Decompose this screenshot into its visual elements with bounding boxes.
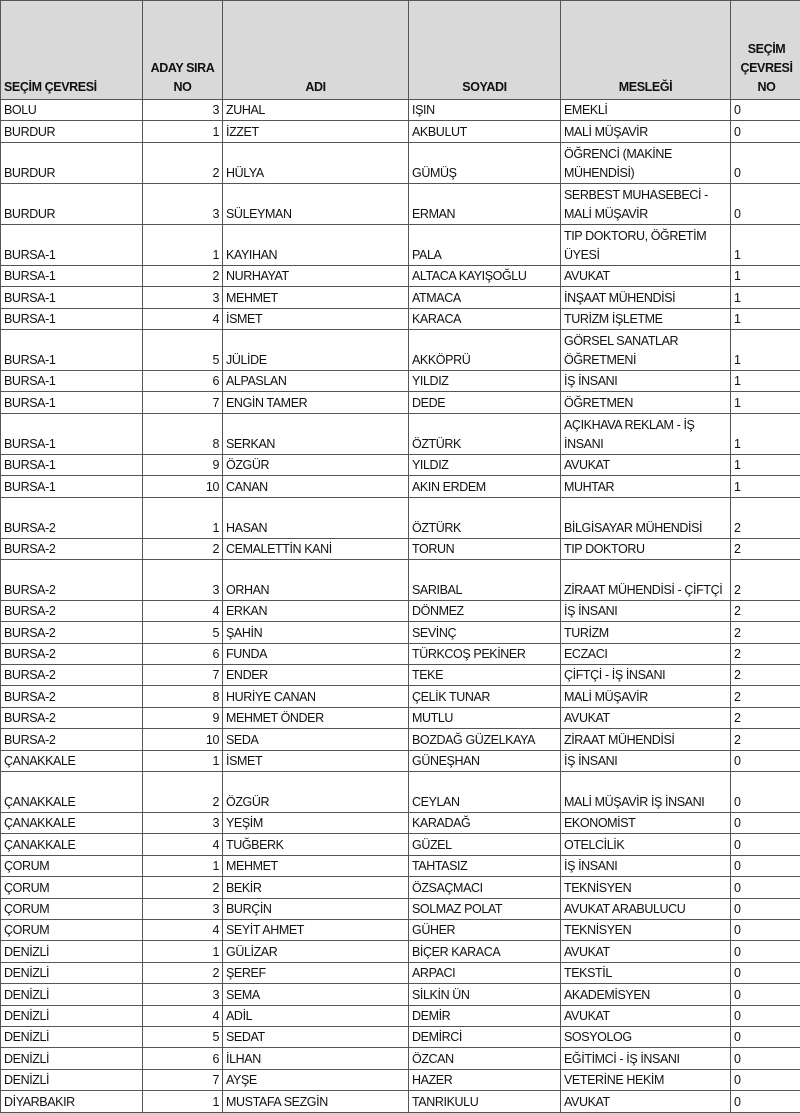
table-row [1, 265, 800, 286]
cell-adi[interactable]: SEMA [223, 984, 409, 1005]
cell-meslegi[interactable]: ZİRAAT MÜHENDİSİ - ÇİFTÇİ [561, 559, 731, 600]
cell-aday-sira-no[interactable]: 3 [143, 287, 223, 308]
cell-secim-cevresi-no[interactable]: 0 [731, 142, 800, 183]
cell-meslegi[interactable]: TEKNİSYEN [561, 919, 731, 940]
cell-secim-cevresi-no[interactable]: 0 [731, 1005, 800, 1026]
cell-adi[interactable]: CEMALETTİN KANİ [223, 538, 409, 559]
cell-soyadi[interactable]: SOLMAZ POLAT [409, 898, 561, 919]
table-row [1, 538, 800, 559]
cell-soyadi[interactable]: AKKÖPRÜ [409, 329, 561, 370]
table-row [1, 1005, 800, 1026]
table-row [1, 919, 800, 940]
table-row [1, 413, 800, 454]
cell-meslegi[interactable]: AVUKAT ARABULUCU [561, 898, 731, 919]
cell-secim-cevresi-no[interactable]: 0 [731, 834, 800, 855]
cell-adi[interactable]: NURHAYAT [223, 265, 409, 286]
cell-adi[interactable]: GÜLİZAR [223, 941, 409, 962]
cell-meslegi[interactable]: ÖĞRENCİ (MAKİNE MÜHENDİSİ) [561, 142, 731, 183]
cell-adi[interactable]: İLHAN [223, 1048, 409, 1069]
cell-soyadi[interactable]: BİÇER KARACA [409, 941, 561, 962]
cell-secim-cevresi-no[interactable]: 2 [731, 729, 800, 750]
cell-soyadi[interactable]: ALTACA KAYIŞOĞLU [409, 265, 561, 286]
cell-secim-cevresi[interactable]: DENİZLİ [1, 1069, 143, 1090]
cell-soyadi[interactable]: PALA [409, 224, 561, 265]
cell-aday-sira-no[interactable]: 8 [143, 413, 223, 454]
cell-secim-cevresi-no[interactable]: 2 [731, 686, 800, 707]
header-row [1, 1, 800, 100]
cell-aday-sira-no[interactable]: 6 [143, 643, 223, 664]
cell-aday-sira-no[interactable]: 4 [143, 308, 223, 329]
cell-adi[interactable]: MEHMET ÖNDER [223, 707, 409, 728]
cell-secim-cevresi-no[interactable]: 0 [731, 898, 800, 919]
cell-secim-cevresi[interactable]: BURSA-1 [1, 413, 143, 454]
cell-soyadi[interactable]: KARADAĞ [409, 813, 561, 834]
cell-soyadi[interactable]: TANRIKULU [409, 1091, 561, 1112]
cell-adi[interactable]: SÜLEYMAN [223, 183, 409, 224]
table-row [1, 643, 800, 664]
cell-aday-sira-no[interactable]: 3 [143, 984, 223, 1005]
cell-secim-cevresi-no[interactable]: 1 [731, 370, 800, 391]
cell-secim-cevresi-no[interactable]: 1 [731, 476, 800, 497]
cell-meslegi[interactable]: EMEKLİ [561, 100, 731, 121]
cell-secim-cevresi[interactable]: BURSA-1 [1, 392, 143, 413]
cell-aday-sira-no[interactable]: 2 [143, 142, 223, 183]
cell-meslegi[interactable]: AVUKAT [561, 941, 731, 962]
cell-aday-sira-no[interactable]: 1 [143, 224, 223, 265]
cell-meslegi[interactable]: EKONOMİST [561, 813, 731, 834]
cell-adi[interactable]: SEDAT [223, 1026, 409, 1047]
cell-aday-sira-no[interactable]: 9 [143, 454, 223, 475]
cell-adi[interactable]: ŞAHİN [223, 622, 409, 643]
header-secim-cevresi[interactable]: SEÇİM ÇEVRESİ [1, 1, 143, 100]
cell-adi[interactable]: İSMET [223, 308, 409, 329]
cell-meslegi[interactable]: MALİ MÜŞAVİR [561, 686, 731, 707]
cell-soyadi[interactable]: GÜZEL [409, 834, 561, 855]
cell-secim-cevresi-no[interactable]: 1 [731, 265, 800, 286]
cell-adi[interactable]: ERKAN [223, 600, 409, 621]
cell-meslegi[interactable]: AÇIKHAVA REKLAM - İŞ İNSANI [561, 413, 731, 454]
cell-aday-sira-no[interactable]: 2 [143, 265, 223, 286]
table-row [1, 941, 800, 962]
cell-soyadi[interactable]: SARIBAL [409, 559, 561, 600]
cell-secim-cevresi[interactable]: BURSA-2 [1, 559, 143, 600]
cell-adi[interactable]: ADİL [223, 1005, 409, 1026]
table-row [1, 834, 800, 855]
cell-aday-sira-no[interactable]: 5 [143, 1026, 223, 1047]
cell-secim-cevresi[interactable]: ÇORUM [1, 898, 143, 919]
cell-secim-cevresi-no[interactable]: 0 [731, 1091, 800, 1112]
cell-secim-cevresi[interactable]: ÇORUM [1, 877, 143, 898]
cell-meslegi[interactable]: SOSYOLOG [561, 1026, 731, 1047]
cell-aday-sira-no[interactable]: 6 [143, 1048, 223, 1069]
cell-meslegi[interactable]: AKADEMİSYEN [561, 984, 731, 1005]
cell-meslegi[interactable]: AVUKAT [561, 454, 731, 475]
cell-secim-cevresi[interactable]: BURSA-1 [1, 308, 143, 329]
cell-meslegi[interactable]: AVUKAT [561, 707, 731, 728]
cell-aday-sira-no[interactable]: 3 [143, 559, 223, 600]
cell-soyadi[interactable]: GÜMÜŞ [409, 142, 561, 183]
cell-secim-cevresi[interactable]: ÇANAKKALE [1, 834, 143, 855]
cell-secim-cevresi[interactable]: BURSA-2 [1, 497, 143, 538]
table-row [1, 1048, 800, 1069]
cell-adi[interactable]: SEYİT AHMET [223, 919, 409, 940]
cell-aday-sira-no[interactable]: 3 [143, 183, 223, 224]
header-meslegi[interactable]: MESLEĞİ [561, 1, 731, 100]
cell-secim-cevresi-no[interactable]: 2 [731, 497, 800, 538]
header-soyadi[interactable]: SOYADI [409, 1, 561, 100]
cell-adi[interactable]: BURÇİN [223, 898, 409, 919]
cell-meslegi[interactable]: OTELCİLİK [561, 834, 731, 855]
cell-soyadi[interactable]: TAHTASIZ [409, 855, 561, 876]
cell-secim-cevresi[interactable]: BURSA-1 [1, 454, 143, 475]
cell-meslegi[interactable]: TIP DOKTORU [561, 538, 731, 559]
cell-aday-sira-no[interactable]: 8 [143, 686, 223, 707]
cell-aday-sira-no[interactable]: 2 [143, 538, 223, 559]
table-row [1, 877, 800, 898]
cell-soyadi[interactable]: DEDE [409, 392, 561, 413]
cell-soyadi[interactable]: IŞIN [409, 100, 561, 121]
cell-secim-cevresi-no[interactable]: 0 [731, 100, 800, 121]
cell-adi[interactable]: MUSTAFA SEZGİN [223, 1091, 409, 1112]
table-row [1, 476, 800, 497]
cell-meslegi[interactable]: AVUKAT [561, 265, 731, 286]
cell-meslegi[interactable]: ZİRAAT MÜHENDİSİ [561, 729, 731, 750]
cell-adi[interactable]: HURİYE CANAN [223, 686, 409, 707]
cell-secim-cevresi-no[interactable]: 1 [731, 224, 800, 265]
cell-secim-cevresi-no[interactable]: 1 [731, 392, 800, 413]
table-row [1, 855, 800, 876]
cell-adi[interactable]: ÖZGÜR [223, 454, 409, 475]
cell-adi[interactable]: ALPASLAN [223, 370, 409, 391]
cell-aday-sira-no[interactable]: 10 [143, 729, 223, 750]
cell-secim-cevresi[interactable]: DENİZLİ [1, 1005, 143, 1026]
cell-meslegi[interactable]: GÖRSEL SANATLAR ÖĞRETMENİ [561, 329, 731, 370]
cell-secim-cevresi-no[interactable]: 1 [731, 454, 800, 475]
cell-secim-cevresi-no[interactable]: 0 [731, 1048, 800, 1069]
table-row [1, 142, 800, 183]
cell-meslegi[interactable]: TEKSTİL [561, 962, 731, 983]
table-row [1, 308, 800, 329]
cell-meslegi[interactable]: İŞ İNSANI [561, 370, 731, 391]
table-row [1, 898, 800, 919]
table-row [1, 559, 800, 600]
cell-secim-cevresi[interactable]: BURDUR [1, 121, 143, 142]
cell-aday-sira-no[interactable]: 1 [143, 497, 223, 538]
cell-secim-cevresi-no[interactable]: 2 [731, 622, 800, 643]
cell-meslegi[interactable]: AVUKAT [561, 1005, 731, 1026]
table-row [1, 1069, 800, 1090]
cell-meslegi[interactable]: EĞİTİMCİ - İŞ İNSANI [561, 1048, 731, 1069]
header-secim-cevresi-no[interactable]: SEÇİM ÇEVRESİ NO [731, 1, 800, 100]
table-row [1, 224, 800, 265]
table-row [1, 183, 800, 224]
cell-soyadi[interactable]: YILDIZ [409, 370, 561, 391]
cell-adi[interactable]: ŞEREF [223, 962, 409, 983]
cell-soyadi[interactable]: HAZER [409, 1069, 561, 1090]
header-aday-sira-no[interactable]: ADAY SIRA NO [143, 1, 223, 100]
cell-secim-cevresi-no[interactable]: 0 [731, 962, 800, 983]
cell-secim-cevresi-no[interactable]: 0 [731, 855, 800, 876]
cell-soyadi[interactable]: DÖNMEZ [409, 600, 561, 621]
table-row [1, 729, 800, 750]
cell-meslegi[interactable]: ECZACI [561, 643, 731, 664]
cell-adi[interactable]: YEŞİM [223, 813, 409, 834]
cell-secim-cevresi[interactable]: DENİZLİ [1, 984, 143, 1005]
cell-adi[interactable]: TUĞBERK [223, 834, 409, 855]
cell-secim-cevresi[interactable]: BOLU [1, 100, 143, 121]
cell-secim-cevresi-no[interactable]: 2 [731, 600, 800, 621]
cell-aday-sira-no[interactable]: 7 [143, 665, 223, 686]
cell-aday-sira-no[interactable]: 4 [143, 834, 223, 855]
cell-meslegi[interactable]: TIP DOKTORU, ÖĞRETİM ÜYESİ [561, 224, 731, 265]
cell-soyadi[interactable]: SİLKİN ÜN [409, 984, 561, 1005]
cell-meslegi[interactable]: İŞ İNSANI [561, 600, 731, 621]
table-row [1, 121, 800, 142]
cell-secim-cevresi-no[interactable]: 2 [731, 707, 800, 728]
cell-aday-sira-no[interactable]: 3 [143, 813, 223, 834]
cell-aday-sira-no[interactable]: 9 [143, 707, 223, 728]
cell-meslegi[interactable]: VETERİNE HEKİM [561, 1069, 731, 1090]
table-row [1, 1026, 800, 1047]
cell-adi[interactable]: SEDA [223, 729, 409, 750]
cell-secim-cevresi-no[interactable]: 2 [731, 643, 800, 664]
cell-aday-sira-no[interactable]: 7 [143, 1069, 223, 1090]
cell-adi[interactable]: MEHMET [223, 287, 409, 308]
cell-meslegi[interactable]: BİLGİSAYAR MÜHENDİSİ [561, 497, 731, 538]
cell-aday-sira-no[interactable]: 2 [143, 772, 223, 813]
table-row [1, 287, 800, 308]
cell-adi[interactable]: ZUHAL [223, 100, 409, 121]
cell-adi[interactable]: ENGİN TAMER [223, 392, 409, 413]
cell-secim-cevresi[interactable]: ÇANAKKALE [1, 750, 143, 771]
cell-secim-cevresi-no[interactable]: 1 [731, 413, 800, 454]
cell-meslegi[interactable]: ÇİFTÇİ - İŞ İNSANI [561, 665, 731, 686]
cell-soyadi[interactable]: BOZDAĞ GÜZELKAYA [409, 729, 561, 750]
cell-soyadi[interactable]: CEYLAN [409, 772, 561, 813]
cell-secim-cevresi[interactable]: ÇORUM [1, 919, 143, 940]
cell-aday-sira-no[interactable]: 1 [143, 855, 223, 876]
cell-soyadi[interactable]: ÖZSAÇMACI [409, 877, 561, 898]
cell-secim-cevresi-no[interactable]: 0 [731, 750, 800, 771]
cell-soyadi[interactable]: YILDIZ [409, 454, 561, 475]
cell-aday-sira-no[interactable]: 2 [143, 877, 223, 898]
cell-secim-cevresi[interactable]: ÇORUM [1, 855, 143, 876]
cell-secim-cevresi[interactable]: BURSA-1 [1, 329, 143, 370]
cell-secim-cevresi[interactable]: BURSA-2 [1, 686, 143, 707]
cell-secim-cevresi-no[interactable]: 0 [731, 1069, 800, 1090]
table-row [1, 686, 800, 707]
cell-adi[interactable]: ORHAN [223, 559, 409, 600]
cell-meslegi[interactable]: İNŞAAT MÜHENDİSİ [561, 287, 731, 308]
cell-secim-cevresi-no[interactable]: 0 [731, 813, 800, 834]
cell-secim-cevresi-no[interactable]: 1 [731, 329, 800, 370]
cell-aday-sira-no[interactable]: 6 [143, 370, 223, 391]
cell-meslegi[interactable]: MALİ MÜŞAVİR İŞ İNSANI [561, 772, 731, 813]
table-row [1, 962, 800, 983]
cell-soyadi[interactable]: SEVİNÇ [409, 622, 561, 643]
cell-secim-cevresi-no[interactable]: 0 [731, 772, 800, 813]
cell-secim-cevresi-no[interactable]: 1 [731, 287, 800, 308]
cell-secim-cevresi[interactable]: BURSA-1 [1, 224, 143, 265]
cell-meslegi[interactable]: SERBEST MUHASEBECİ - MALİ MÜŞAVİR [561, 183, 731, 224]
cell-aday-sira-no[interactable]: 4 [143, 600, 223, 621]
cell-aday-sira-no[interactable]: 2 [143, 962, 223, 983]
cell-aday-sira-no[interactable]: 3 [143, 100, 223, 121]
cell-adi[interactable]: SERKAN [223, 413, 409, 454]
cell-soyadi[interactable]: ARPACI [409, 962, 561, 983]
cell-secim-cevresi[interactable]: BURDUR [1, 142, 143, 183]
cell-adi[interactable]: AYŞE [223, 1069, 409, 1090]
cell-adi[interactable]: JÜLİDE [223, 329, 409, 370]
table-row [1, 329, 800, 370]
cell-secim-cevresi-no[interactable]: 0 [731, 984, 800, 1005]
cell-aday-sira-no[interactable]: 4 [143, 919, 223, 940]
cell-adi[interactable]: HASAN [223, 497, 409, 538]
cell-soyadi[interactable]: DEMİRCİ [409, 1026, 561, 1047]
cell-meslegi[interactable]: MALİ MÜŞAVİR [561, 121, 731, 142]
cell-secim-cevresi[interactable]: BURSA-2 [1, 707, 143, 728]
cell-adi[interactable]: BEKİR [223, 877, 409, 898]
cell-soyadi[interactable]: TEKE [409, 665, 561, 686]
cell-soyadi[interactable]: GÜHER [409, 919, 561, 940]
cell-adi[interactable]: FUNDA [223, 643, 409, 664]
header-adi[interactable]: ADI [223, 1, 409, 100]
table-row [1, 665, 800, 686]
cell-secim-cevresi-no[interactable]: 0 [731, 183, 800, 224]
cell-secim-cevresi[interactable]: ÇANAKKALE [1, 772, 143, 813]
table-row [1, 622, 800, 643]
cell-meslegi[interactable]: AVUKAT [561, 1091, 731, 1112]
table-row [1, 497, 800, 538]
cell-secim-cevresi-no[interactable]: 2 [731, 559, 800, 600]
cell-secim-cevresi-no[interactable]: 0 [731, 1026, 800, 1047]
cell-aday-sira-no[interactable]: 3 [143, 898, 223, 919]
table-row [1, 370, 800, 391]
cell-secim-cevresi[interactable]: BURSA-1 [1, 370, 143, 391]
cell-soyadi[interactable]: AKBULUT [409, 121, 561, 142]
cell-aday-sira-no[interactable]: 1 [143, 750, 223, 771]
cell-soyadi[interactable]: GÜNEŞHAN [409, 750, 561, 771]
cell-secim-cevresi-no[interactable]: 2 [731, 665, 800, 686]
cell-secim-cevresi[interactable]: BURDUR [1, 183, 143, 224]
cell-secim-cevresi[interactable]: BURSA-2 [1, 729, 143, 750]
cell-aday-sira-no[interactable]: 10 [143, 476, 223, 497]
cell-aday-sira-no[interactable]: 5 [143, 622, 223, 643]
table-row [1, 750, 800, 771]
cell-aday-sira-no[interactable]: 7 [143, 392, 223, 413]
cell-secim-cevresi-no[interactable]: 0 [731, 121, 800, 142]
cell-secim-cevresi[interactable]: DENİZLİ [1, 1048, 143, 1069]
cell-adi[interactable]: ÖZGÜR [223, 772, 409, 813]
cell-soyadi[interactable]: ERMAN [409, 183, 561, 224]
cell-secim-cevresi[interactable]: BURSA-2 [1, 665, 143, 686]
cell-aday-sira-no[interactable]: 5 [143, 329, 223, 370]
cell-adi[interactable]: İZZET [223, 121, 409, 142]
table-row [1, 392, 800, 413]
cell-adi[interactable]: MEHMET [223, 855, 409, 876]
cell-soyadi[interactable]: ÖZCAN [409, 1048, 561, 1069]
cell-secim-cevresi[interactable]: BURSA-2 [1, 600, 143, 621]
cell-aday-sira-no[interactable]: 1 [143, 121, 223, 142]
cell-soyadi[interactable]: KARACA [409, 308, 561, 329]
cell-meslegi[interactable]: MUHTAR [561, 476, 731, 497]
cell-soyadi[interactable]: ATMACA [409, 287, 561, 308]
cell-soyadi[interactable]: AKIN ERDEM [409, 476, 561, 497]
cell-meslegi[interactable]: TEKNİSYEN [561, 877, 731, 898]
cell-soyadi[interactable]: ÖZTÜRK [409, 497, 561, 538]
cell-secim-cevresi[interactable]: DİYARBAKIR [1, 1091, 143, 1112]
cell-secim-cevresi-no[interactable]: 2 [731, 538, 800, 559]
cell-secim-cevresi[interactable]: BURSA-1 [1, 287, 143, 308]
cell-secim-cevresi-no[interactable]: 1 [731, 308, 800, 329]
table-row [1, 454, 800, 475]
table-row [1, 772, 800, 813]
cell-adi[interactable]: CANAN [223, 476, 409, 497]
table-row [1, 984, 800, 1005]
cell-secim-cevresi[interactable]: BURSA-2 [1, 538, 143, 559]
cell-secim-cevresi[interactable]: DENİZLİ [1, 962, 143, 983]
cell-secim-cevresi[interactable]: BURSA-1 [1, 476, 143, 497]
table-row [1, 1091, 800, 1112]
cell-meslegi[interactable]: İŞ İNSANI [561, 855, 731, 876]
cell-soyadi[interactable]: TÜRKCOŞ PEKİNER [409, 643, 561, 664]
table-row [1, 600, 800, 621]
table-row [1, 813, 800, 834]
cell-secim-cevresi[interactable]: ÇANAKKALE [1, 813, 143, 834]
cell-adi[interactable]: KAYIHAN [223, 224, 409, 265]
cell-secim-cevresi-no[interactable]: 0 [731, 919, 800, 940]
cell-adi[interactable]: HÜLYA [223, 142, 409, 183]
cell-secim-cevresi-no[interactable]: 0 [731, 877, 800, 898]
cell-soyadi[interactable]: ÇELİK TUNAR [409, 686, 561, 707]
cell-soyadi[interactable]: ÖZTÜRK [409, 413, 561, 454]
cell-soyadi[interactable]: MUTLU [409, 707, 561, 728]
cell-meslegi[interactable]: ÖĞRETMEN [561, 392, 731, 413]
cell-aday-sira-no[interactable]: 1 [143, 941, 223, 962]
cell-secim-cevresi[interactable]: BURSA-2 [1, 643, 143, 664]
table-body [1, 100, 800, 1113]
table-row [1, 100, 800, 121]
cell-adi[interactable]: ENDER [223, 665, 409, 686]
cell-secim-cevresi[interactable]: BURSA-2 [1, 622, 143, 643]
cell-meslegi[interactable]: TURİZM İŞLETME [561, 308, 731, 329]
cell-secim-cevresi[interactable]: BURSA-1 [1, 265, 143, 286]
cell-aday-sira-no[interactable]: 4 [143, 1005, 223, 1026]
cell-soyadi[interactable]: DEMİR [409, 1005, 561, 1026]
cell-secim-cevresi[interactable]: DENİZLİ [1, 941, 143, 962]
cell-secim-cevresi[interactable]: DENİZLİ [1, 1026, 143, 1047]
cell-aday-sira-no[interactable]: 1 [143, 1091, 223, 1112]
cell-adi[interactable]: İSMET [223, 750, 409, 771]
table-row [1, 707, 800, 728]
cell-soyadi[interactable]: TORUN [409, 538, 561, 559]
cell-secim-cevresi-no[interactable]: 0 [731, 941, 800, 962]
cell-meslegi[interactable]: İŞ İNSANI [561, 750, 731, 771]
cell-meslegi[interactable]: TURİZM [561, 622, 731, 643]
